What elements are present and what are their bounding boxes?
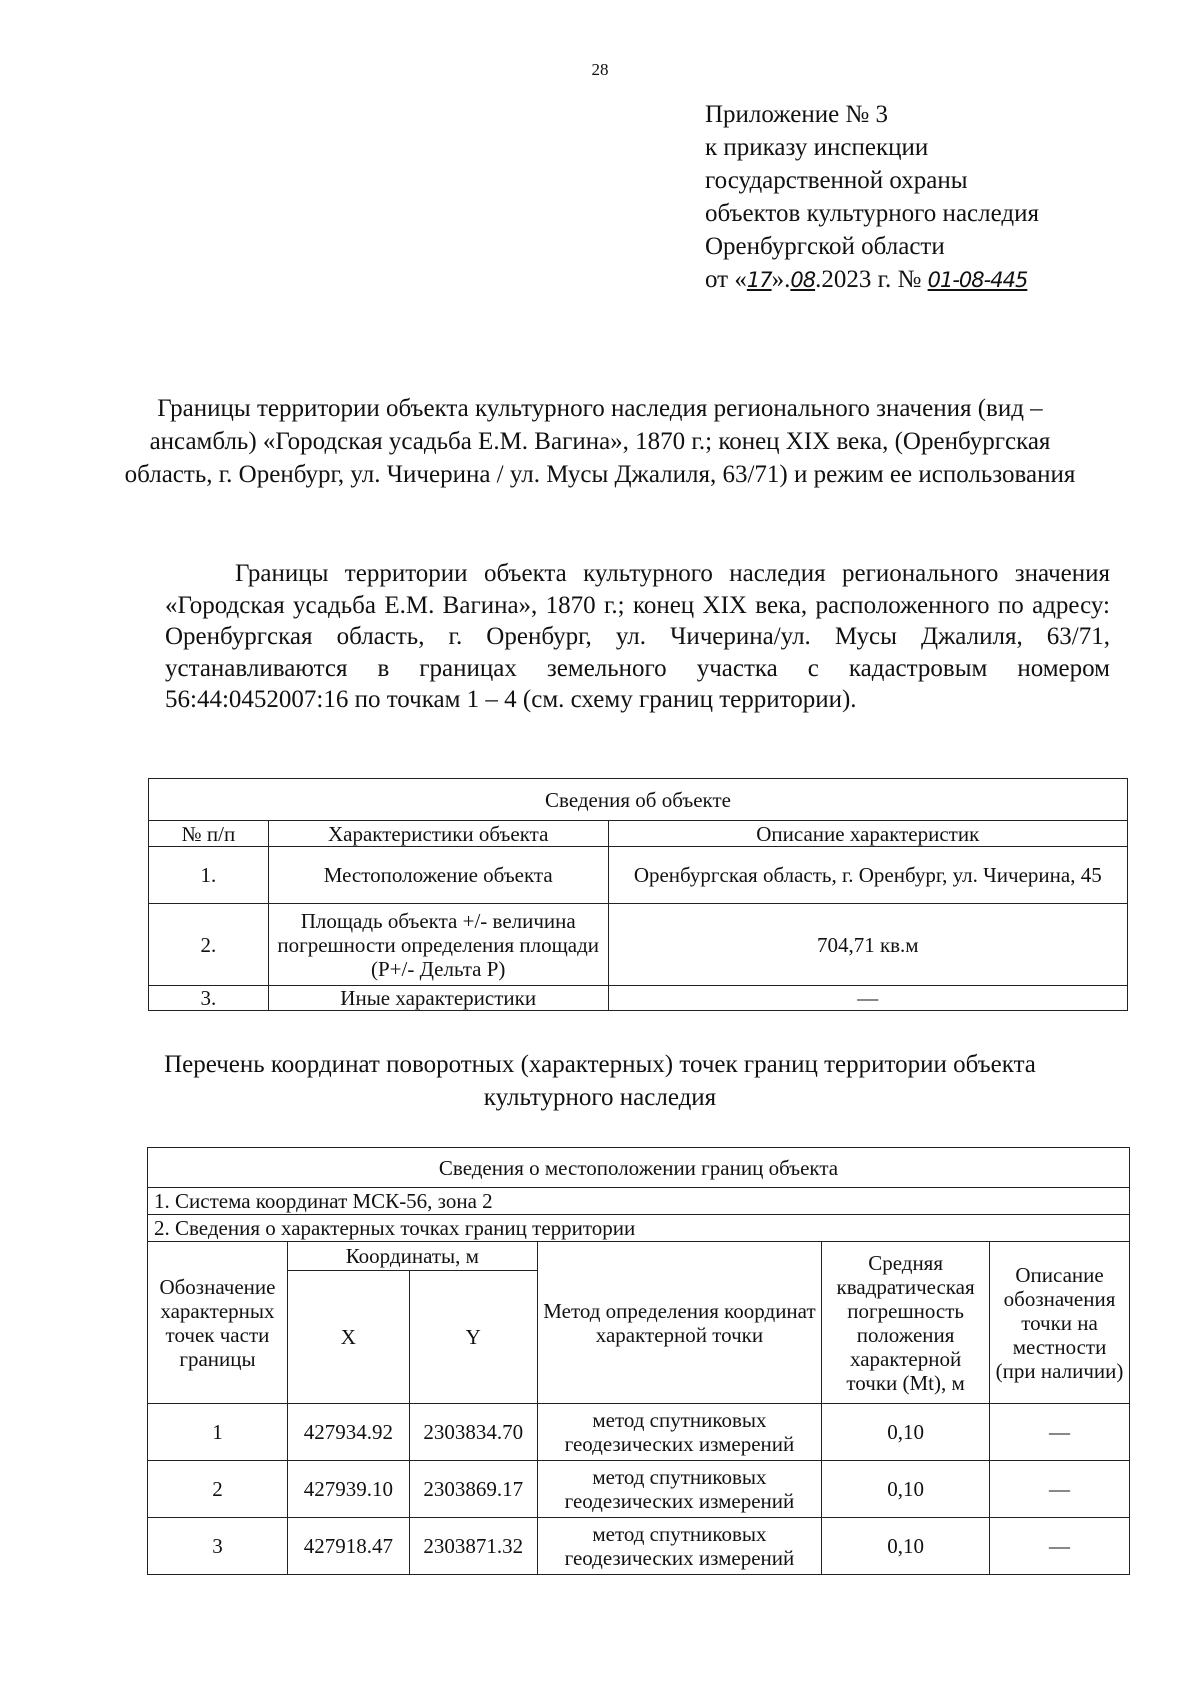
points-caption: 2. Сведения о характерных точках границ территории: [148, 1215, 1130, 1242]
table-row: [148, 1404, 1130, 1461]
table-cell: 0,10: [822, 1461, 990, 1518]
table-cell: Оренбургская область, г. Оренбург, ул. Чичерина, 45: [608, 847, 1127, 904]
table-cell: —: [608, 986, 1127, 1011]
column-header: Координаты, м: [287, 1242, 537, 1271]
appendix-header: [705, 98, 1039, 297]
document-title: Границы территории объекта культурного наследия регионального значения (вид – ансамбль) «Городская усадьба Е.М. Вагина», 1870 г.; конец XIX века, (Оренбургская область, г. Оренбург, ул. Чичерина / ул. Мусы Джалиля, 63/71) и режим ее использования: [124, 395, 1076, 488]
table-caption: Сведения об объекте: [149, 779, 1128, 821]
table-cell: 427934.92: [287, 1404, 409, 1461]
appendix-line: Приложение № 3: [705, 101, 889, 128]
table-cell: —: [990, 1404, 1130, 1461]
column-header: Средняя квадратическая погрешность положения характерной точки (Mt), м: [822, 1242, 990, 1404]
appendix-line: объектов культурного наследия: [705, 200, 1039, 227]
handwritten-day: 17: [746, 268, 772, 292]
table-cell: 2.: [149, 904, 269, 986]
table-cell: Площадь объекта +/- величина погрешности определения площади (Р+/- Дельта Р): [268, 904, 608, 986]
column-header: Y: [409, 1271, 537, 1404]
column-header: Описание характеристик: [608, 821, 1127, 847]
table-cell: 2303871.32: [409, 1518, 537, 1575]
column-header: Характеристики объекта: [268, 821, 608, 847]
date-suffix: .2023 г. №: [815, 266, 928, 293]
appendix-line: Оренбургской области: [705, 233, 945, 260]
table-cell: 1: [148, 1404, 288, 1461]
column-header: Описание обозначения точки на местности (при наличии): [990, 1242, 1130, 1404]
table-cell: 2: [148, 1461, 288, 1518]
appendix-line: к приказу инспекции: [705, 134, 929, 161]
handwritten-order-number: 01-08-445: [927, 268, 1028, 292]
table-cell: 427939.10: [287, 1461, 409, 1518]
column-header: № п/п: [149, 821, 269, 847]
order-date-line: [705, 263, 1039, 297]
table-cell: 0,10: [822, 1518, 990, 1575]
date-prefix: от «: [705, 266, 747, 293]
table-row: [148, 1461, 1130, 1518]
table-row: [148, 1518, 1130, 1575]
table-cell: 2303869.17: [409, 1461, 537, 1518]
table-caption: Сведения о местоположении границ объекта: [148, 1148, 1130, 1188]
table-cell: 427918.47: [287, 1518, 409, 1575]
date-mid: ».: [771, 266, 791, 293]
table-cell: метод спутниковых геодезических измерений: [537, 1461, 821, 1518]
table-cell: 704,71 кв.м: [608, 904, 1127, 986]
table-cell: —: [990, 1518, 1130, 1575]
column-header: Метод определения координат характерной точки: [537, 1242, 821, 1404]
column-header: Обозначение характерных точек части границы: [148, 1242, 288, 1404]
table-cell: 0,10: [822, 1404, 990, 1461]
table-cell: 3.: [149, 986, 269, 1011]
coordinates-title: Перечень координат поворотных (характерных) точек границ территории объекта культурного наследия: [164, 1051, 1036, 1111]
handwritten-month: 08: [790, 268, 816, 292]
table-cell: метод спутниковых геодезических измерений: [537, 1404, 821, 1461]
appendix-line: государственной охраны: [705, 167, 968, 194]
table-cell: —: [990, 1461, 1130, 1518]
coordinate-system: 1. Система координат МСК-56, зона 2: [148, 1188, 1130, 1215]
table-cell: 1.: [149, 847, 269, 904]
column-header: X: [287, 1271, 409, 1404]
body-paragraph: Границы территории объекта культурного наследия регионального значения «Городская усадьба Е.М. Вагина», 1870 г.; конец XIX века, расположенного по адресу: Оренбургская область, г. Оренбург, ул. Чичерина/ул. Мусы Джалиля, 63/71, устанавливаются в границах земельного участка с кадастровым номером 56:44:0452007:16 по точкам 1 – 4 (см. схему границ территории).: [165, 560, 1110, 713]
table-cell: Местоположение объекта: [268, 847, 608, 904]
object-info-table: [148, 778, 1128, 1011]
table-cell: метод спутниковых геодезических измерений: [537, 1518, 821, 1575]
page-number: 28: [591, 60, 609, 79]
table-cell: 2303834.70: [409, 1404, 537, 1461]
table-cell: 3: [148, 1518, 288, 1575]
coordinates-table: [147, 1147, 1130, 1575]
table-cell: Иные характеристики: [268, 986, 608, 1011]
